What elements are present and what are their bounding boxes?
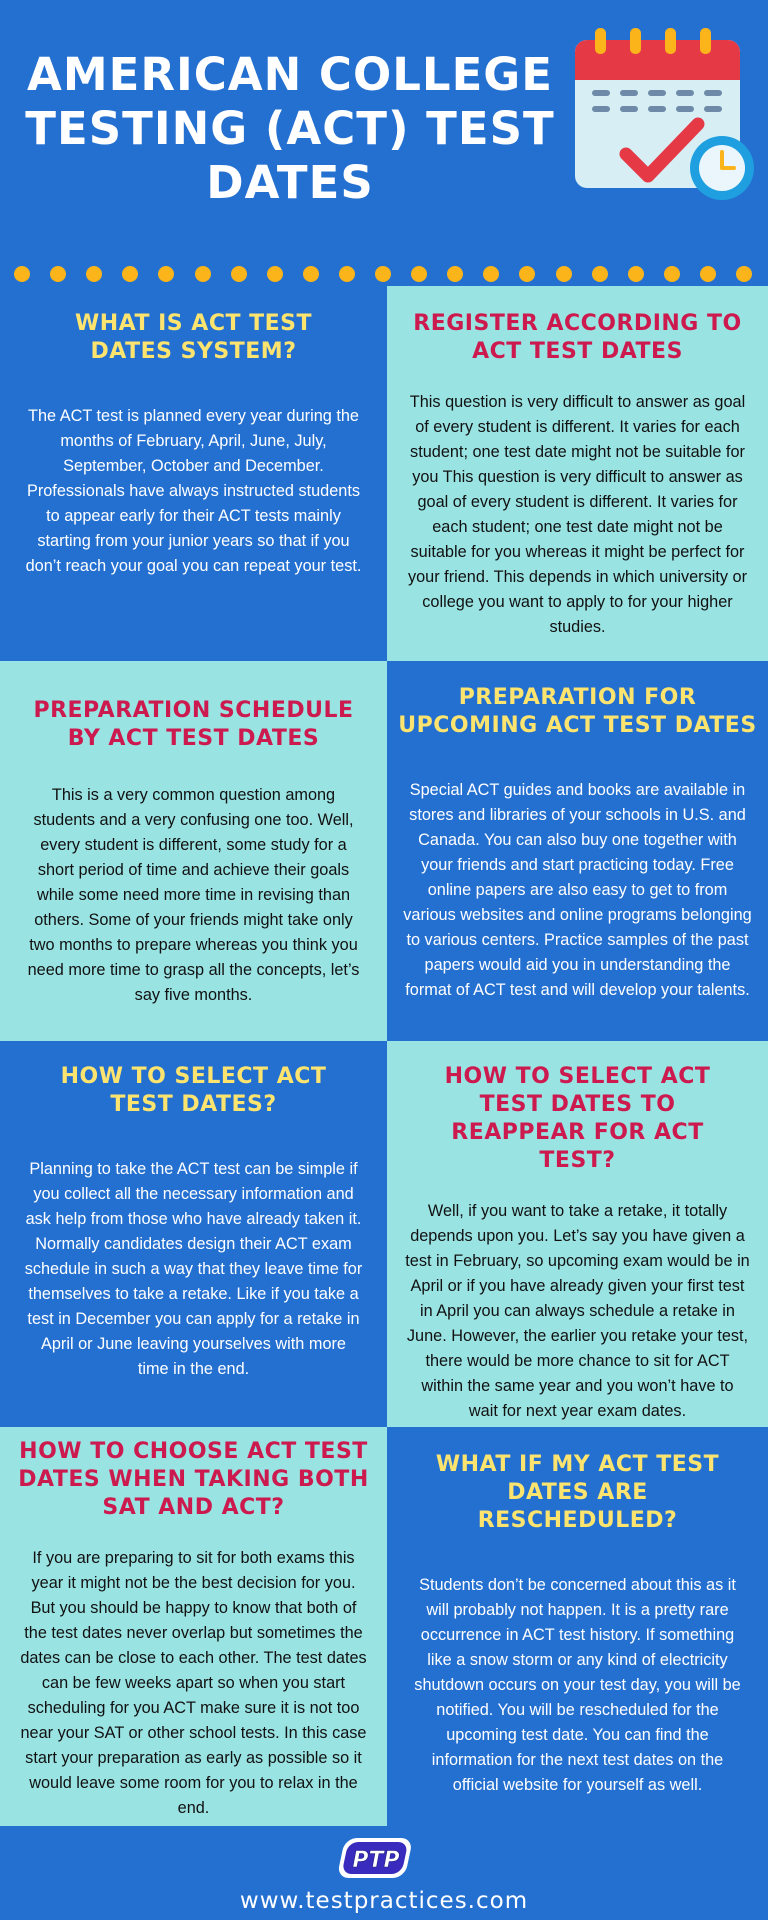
dot [231,266,247,282]
section-register-according [387,286,768,661]
section-heading: WHAT IS ACT TEST DATES SYSTEM? [74,311,313,364]
dot [411,266,427,282]
dot [122,266,138,282]
dot [195,266,211,282]
section-body: The ACT test is planned every year during the months of February, April, June, July, September, October and December. Professionals have always instructed students to appear early for their ACT tests mainly starting from your junior years so that if you don’t reach your goal you can repeat your test. [25,407,362,575]
footer [0,1826,768,1920]
section-heading: HOW TO CHOOSE ACT TEST DATES WHEN TAKING BOTH SAT AND ACT? [18,1439,369,1520]
dot [664,266,680,282]
dot [483,266,499,282]
section-what-is-act-test-dates [0,286,387,661]
section-how-to-select [0,1041,387,1427]
dot [86,266,102,282]
section-heading: PREPARATION FOR UPCOMING ACT TEST DATES [398,685,757,738]
dot [447,266,463,282]
section-preparation-upcoming [387,661,768,1041]
section-body: If you are preparing to sit for both exams this year it might not be the best decision for you. But you should be happy to know that both of the test dates never overlap but sometimes the dates can be close to each other. The test dates can be few weeks apart so when you start scheduling for you ACT make sure it is not too near your SAT or other school tests. In this case start your preparation as early as possible so it would leave some room for you to relax in the end. [20,1549,367,1817]
section-preparation-schedule [0,661,387,1041]
dot [375,266,391,282]
section-body: This is a very common question among students and a very confusing one too. Well, every student is different, some study for a short period of time and achieve their goals while some need more time in revising than others. Some of your friends might take only two months to prepare whereas you think you need more time to grasp all the concepts, let’s say five months. [27,786,360,1004]
dot [158,266,174,282]
dot [519,266,535,282]
dot [267,266,283,282]
website-url[interactable]: www.testpractices.com [239,1888,529,1914]
page-title: AMERICAN COLLEGE TESTING (ACT) TEST DATES [25,48,555,209]
section-heading: REGISTER ACCORDING TO ACT TEST DATES [413,311,742,364]
dot [592,266,608,282]
dot [50,266,66,282]
section-how-to-select-reappear [387,1041,768,1427]
dot [303,266,319,282]
header [0,0,768,272]
ptp-logo [332,1834,420,1882]
dot [556,266,572,282]
dot [700,266,716,282]
section-body: Students don’t be concerned about this as it will probably not happen. It is a pretty rare occurrence in ACT test history. If something like a snow storm or any kind of electricity shutdown occurs on your test day, you will be notified. You will be rescheduled for the upcoming test date. You can find the information for the next test dates on the official website for yourself as well. [414,1576,741,1794]
section-heading: PREPARATION SCHEDULE BY ACT TEST DATES [33,698,354,751]
section-sat-and-act [0,1427,387,1826]
dot-divider [14,266,764,286]
section-body: Planning to take the ACT test can be simple if you collect all the necessary information and ask help from those who have already taken it. Normally candidates design their ACT exam schedule in such a way that they leave time for themselves to take a retake. Like if you take a test in December you can apply for a retake in April or June leaving yourselves with more time in the end. [24,1160,363,1378]
section-heading: WHAT IF MY ACT TEST DATES ARE RESCHEDULED? [435,1452,720,1533]
dot [339,266,355,282]
section-body: Special ACT guides and books are available in stores and libraries of your schools in U.S. and Canada. You can also buy one together with your friends and start practicing today. Free online papers are also easy to get to from various websites and online programs belonging to various centers. Practice samples of the past papers would aid you in understanding the format of ACT test and will develop your talents. [403,781,752,999]
section-rescheduled [387,1427,768,1826]
dot [736,266,752,282]
calendar-check-clock-icon [570,26,760,206]
section-heading: HOW TO SELECT ACT TEST DATES? [60,1064,327,1117]
section-body: This question is very difficult to answer as goal of every student is different. It varies for each student; one test date might not be suitable for you This question is very difficult to answer as goal of every student is different. It varies for each student; one test date might not be suitable for you whereas it might be perfect for your friend. This depends in which university or college you want to apply to for your higher studies. [407,393,748,636]
svg-text:PTP: PTP [352,1848,400,1873]
dot [14,266,30,282]
section-heading: HOW TO SELECT ACT TEST DATES TO REAPPEAR FOR ACT TEST? [444,1064,711,1173]
dot [628,266,644,282]
section-body: Well, if you want to take a retake, it totally depends upon you. Let’s say you have given a test in February, so upcoming exam would be in April or if you have already given your first test in April you can always schedule a retake in June. However, the earlier you retake your test, there would be more chance to sit for ACT within the same year and you won’t have to wait for next year exam dates. [405,1202,750,1420]
